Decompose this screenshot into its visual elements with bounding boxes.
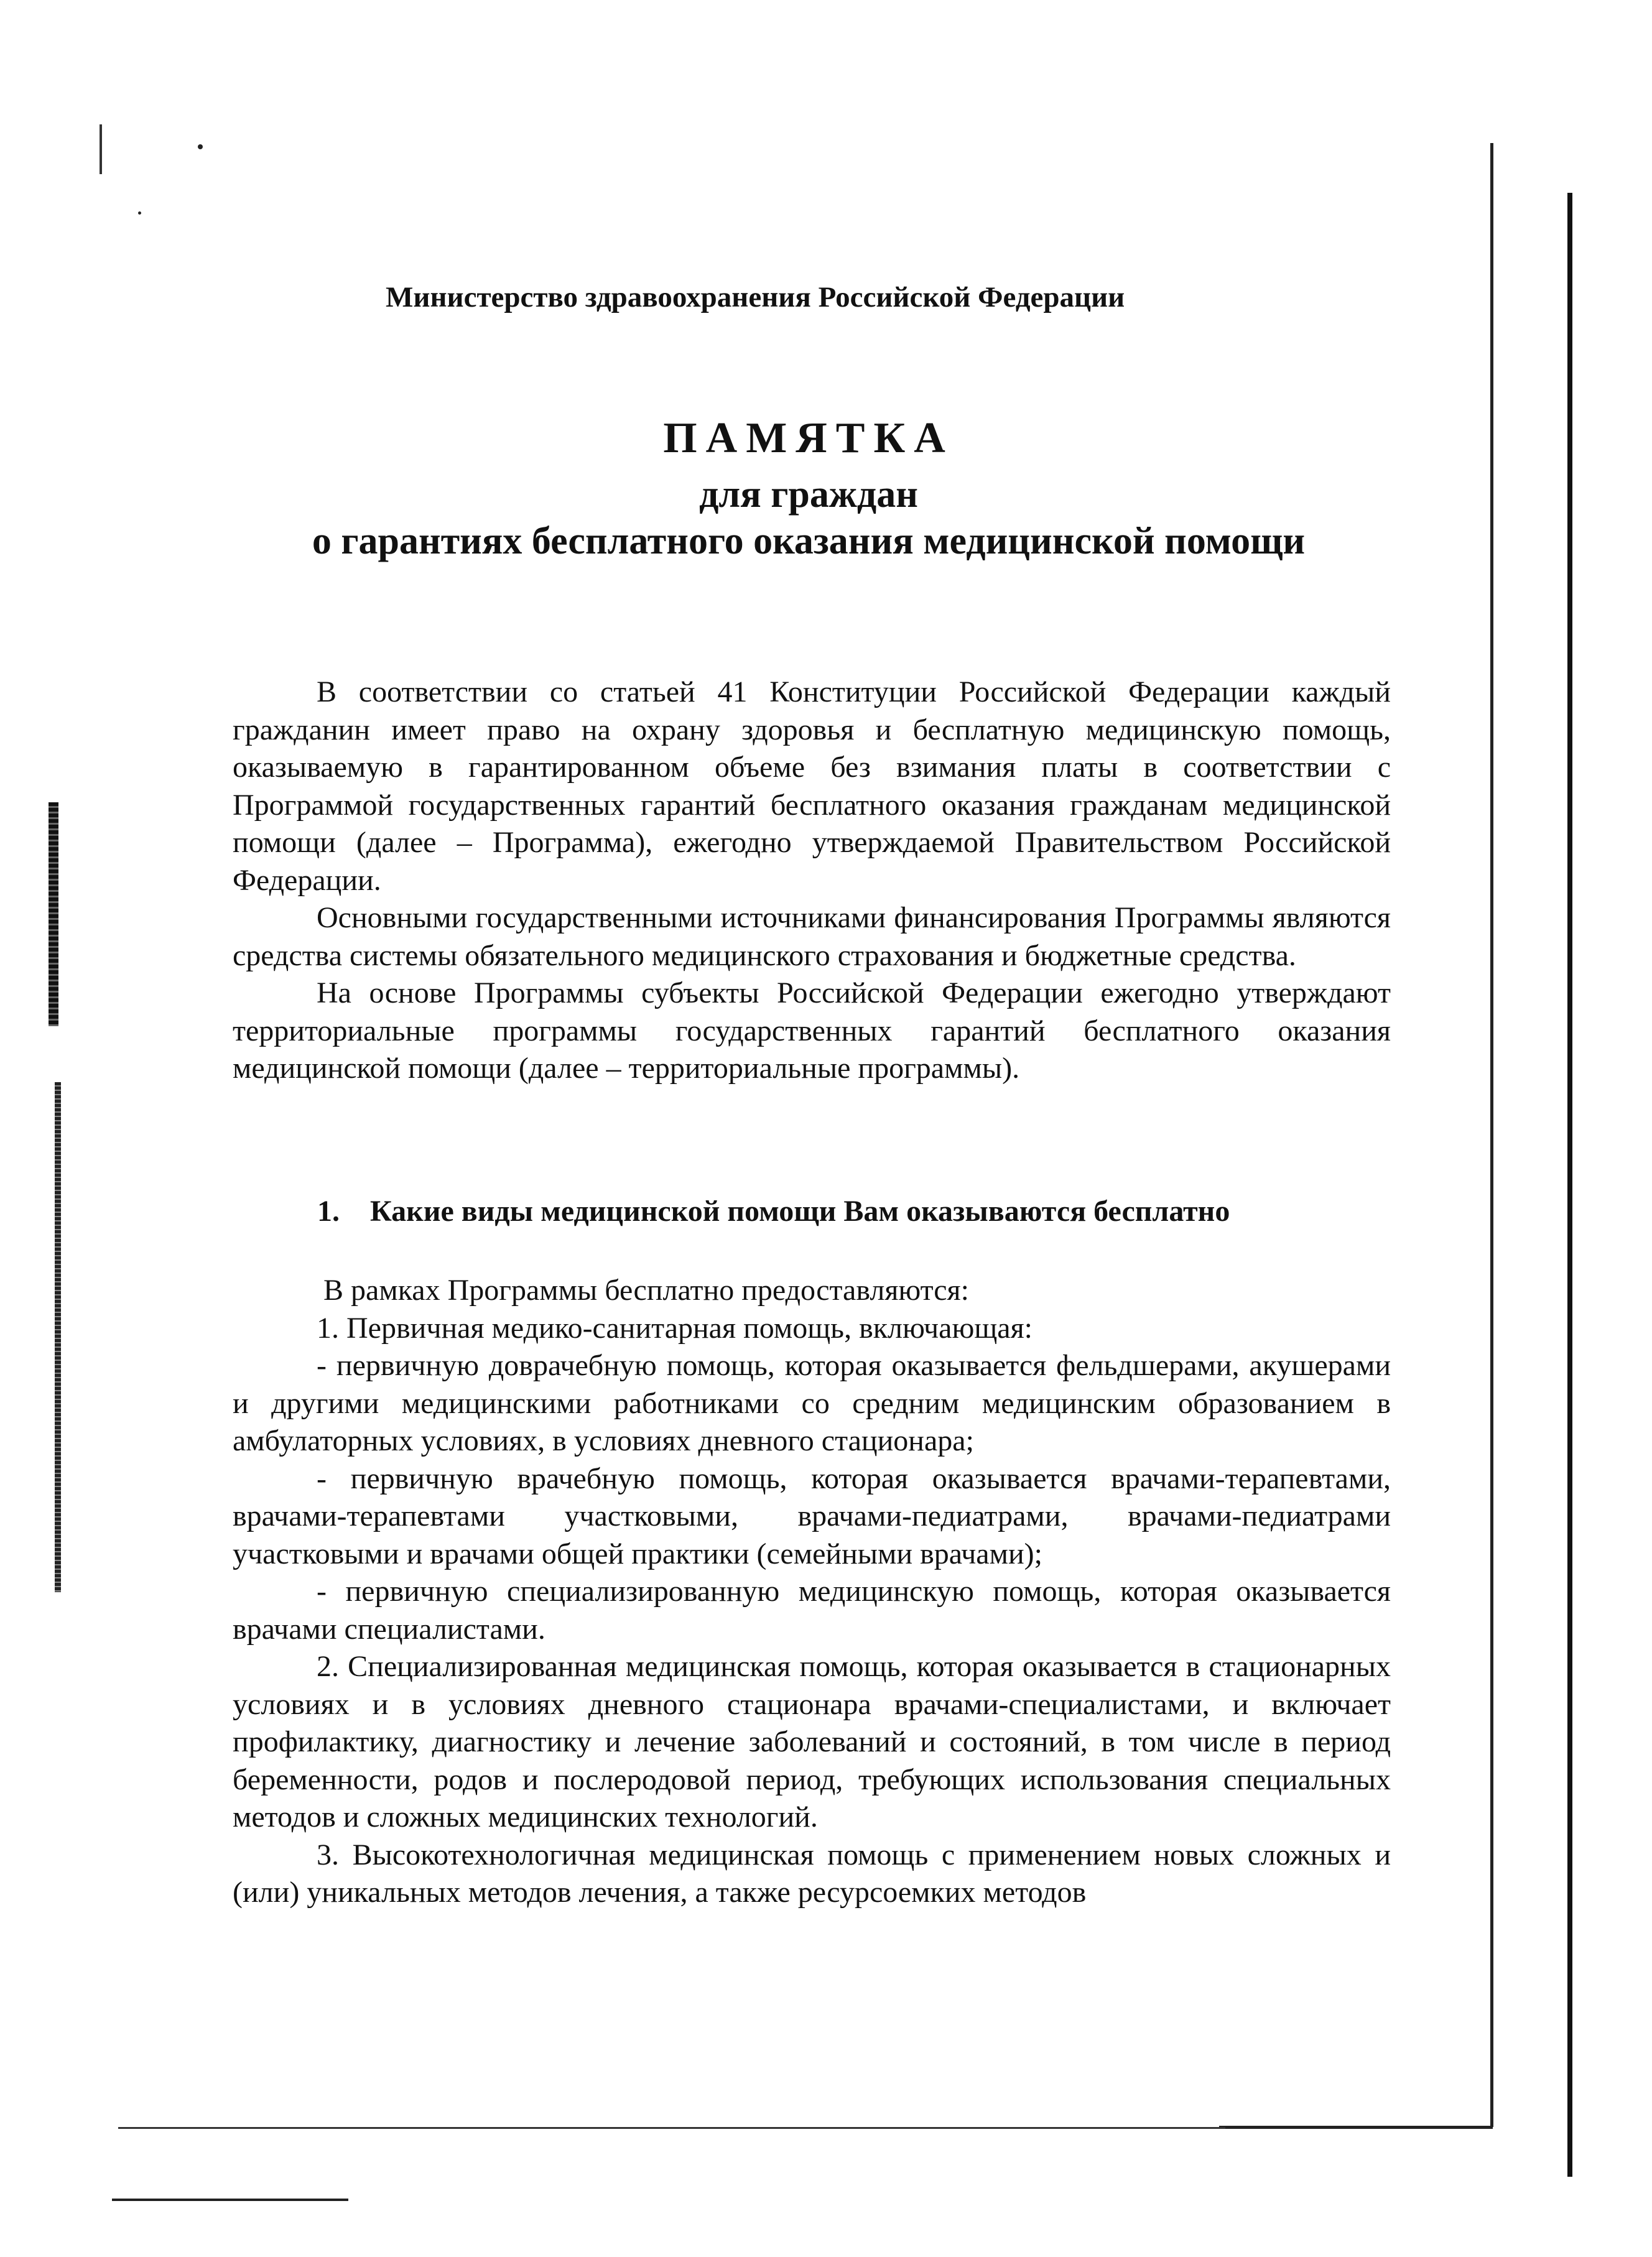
- section-paragraph: - первичную специализированную медицинскую помощь, которая оказывается врачами специалистами.: [233, 1575, 1391, 1646]
- document-subtitle-line1: для граждан: [699, 473, 918, 516]
- section-paragraph: 2. Специализированная медицинская помощь, которая оказывается в стационарных условиях и в условиях дневного стационара врачами-специалистами, и включает профилактику, диагностику и лечение заболеваний и состояний, в том числе в период беременности, родов и послеродовой период, требующих использования специальных методов и сложных медицинских технологий.: [233, 1650, 1391, 1833]
- scan-left-tick: [100, 124, 102, 174]
- ministry-header: Министерство здравоохранения Российской Федерации: [386, 281, 1125, 313]
- section-paragraph: 1. Первичная медико-санитарная помощь, включающая:: [317, 1311, 1033, 1345]
- scan-binding-mark: [49, 802, 58, 1026]
- section-lead: В рамках Программы бесплатно предоставляются:: [323, 1274, 969, 1307]
- section-paragraph: 3. Высокотехнологичная медицинская помощь с применением новых сложных и (или) уникальных методов лечения, а также ресурсоемких методов: [233, 1838, 1391, 1909]
- scan-frame-right-line: [1490, 143, 1493, 2127]
- scan-bottom-rule: [118, 2127, 1225, 2129]
- document-title: ПАМЯТКА: [663, 414, 954, 462]
- document-subtitle-line2: о гарантиях бесплатного оказания медицинской помощи: [312, 520, 1306, 562]
- scan-speck: [198, 144, 203, 149]
- section-number: 1.: [317, 1195, 340, 1228]
- section-heading-text: Какие виды медицинской помощи Вам оказываются бесплатно: [370, 1195, 1230, 1228]
- scan-bottom-left-line: [112, 2199, 348, 2201]
- section-heading: [317, 1193, 1437, 1230]
- intro-paragraph: Основными государственными источниками финансирования Программы являются средства системы обязательного медицинского страхования и бюджетные средства.: [233, 901, 1391, 972]
- scan-frame-bottom-line: [1219, 2126, 1493, 2129]
- scan-speck: [138, 211, 141, 215]
- intro-paragraph: В соответствии со статьей 41 Конституции Российской Федерации каждый гражданин имеет право на охрану здоровья и бесплатную медицинскую помощь, оказываемую в гарантированном объеме без взимания платы в соответствии с Программой государственных гарантий бесплатного оказания гражданам медицинской помощи (далее – Программа), ежегодно утверждаемой Правительством Российской Федерации.: [233, 675, 1391, 897]
- scan-binding-mark-lower: [55, 1082, 61, 1592]
- intro-paragraph: На основе Программы субъекты Российской Федерации ежегодно утверждают территориальные программы государственных гарантий бесплатного оказания медицинской помощи (далее – территориальные программы).: [233, 976, 1391, 1085]
- section-body: [233, 1272, 1391, 1912]
- section-paragraph: - первичную врачебную помощь, которая оказывается врачами-терапевтами, врачами-терапевтами участковыми, врачами-педиатрами, врачами-педиатрами участковыми и врачами общей практики (семейными врачами);: [233, 1462, 1391, 1570]
- scan-page-edge: [1567, 193, 1572, 2177]
- intro-section: [233, 674, 1391, 1088]
- section-paragraph: - первичную доврачебную помощь, которая оказывается фельдшерами, акушерами и другими медицинскими работниками со средним медицинским образованием в амбулаторных условиях, в условиях дневного стационара;: [233, 1349, 1391, 1457]
